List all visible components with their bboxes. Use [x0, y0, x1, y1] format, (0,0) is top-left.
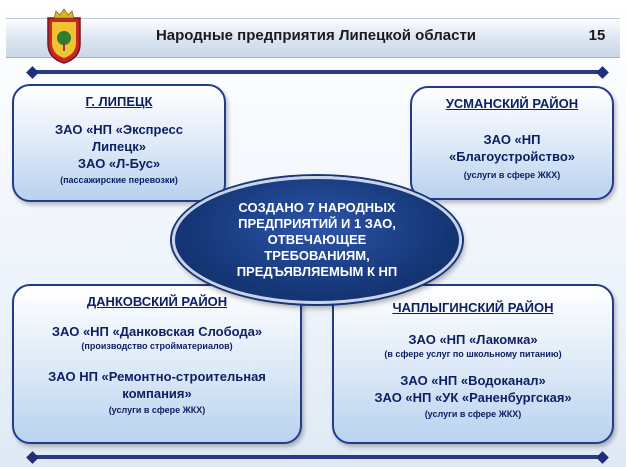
center-summary-text: [207, 200, 427, 280]
page-number: 15: [588, 27, 606, 44]
box-lipetsk: [12, 84, 226, 202]
box-dankov-title: ДАНКОВСКИЙ РАЙОН: [86, 294, 228, 309]
box-usman: [410, 86, 614, 200]
box-chaplygin-title: ЧАПЛЫГИНСКИЙ РАЙОН: [392, 300, 554, 315]
coat-of-arms-icon: [40, 8, 88, 64]
footer-divider: [34, 455, 602, 459]
center-line-2: ПРЕДПРИЯТИЙ И 1 ЗАО,: [238, 216, 396, 231]
center-line-5: ПРЕДЪЯВЛЯЕМЫМ К НП: [236, 264, 398, 279]
divider-left-diamond: [26, 66, 39, 79]
lipetsk-line-3: ЗАО «Л-Бус»: [77, 156, 161, 171]
box-lipetsk-title: Г. ЛИПЕЦК: [85, 94, 153, 109]
lipetsk-note: (пассажирские перевозки): [60, 175, 178, 185]
dankov-line-2: ЗАО НП «Ремонтно-строительная: [48, 369, 266, 384]
box-usman-title: УСМАНСКИЙ РАЙОН: [445, 96, 579, 111]
center-line-3: ОТВЕЧАЮЩЕЕ: [267, 232, 367, 247]
dankov-note-1: (производство стройматериалов): [81, 341, 233, 351]
lipetsk-line-2: Липецк»: [92, 139, 146, 154]
dankov-line-3: компания»: [122, 386, 192, 401]
dankov-line-1: ЗАО «НП «Данковская Слобода»: [51, 324, 263, 339]
footer-left-diamond: [26, 451, 39, 464]
chaplygin-note-2: (услуги в сфере ЖКХ): [424, 409, 522, 419]
center-line-1: СОЗДАНО 7 НАРОДНЫХ: [238, 200, 396, 215]
chaplygin-line-3: ЗАО «НП «УК «Раненбургская»: [374, 390, 572, 405]
dankov-note-2: (услуги в сфере ЖКХ): [108, 405, 206, 415]
lipetsk-line-1: ЗАО «НП «Экспресс: [54, 122, 183, 137]
usman-line-1: ЗАО «НП: [483, 132, 541, 147]
page-title: Народные предприятия Липецкой области: [155, 27, 477, 44]
center-line-4: ТРЕБОВАНИЯМ,: [264, 248, 370, 263]
chaplygin-line-2: ЗАО «НП «Водоканал»: [400, 373, 546, 388]
chaplygin-line-1: ЗАО «НП «Лакомка»: [408, 332, 538, 347]
chaplygin-note-1: (в сфере услуг по школьному питанию): [384, 349, 562, 359]
center-summary-ellipse: [172, 176, 462, 304]
usman-line-2: «Благоустройство»: [448, 149, 576, 164]
footer-right-diamond: [596, 451, 609, 464]
box-dankov: [12, 284, 302, 444]
usman-note: (услуги в сфере ЖКХ): [463, 170, 561, 180]
header-divider: [34, 70, 602, 74]
divider-right-diamond: [596, 66, 609, 79]
box-chaplygin: [332, 284, 614, 444]
